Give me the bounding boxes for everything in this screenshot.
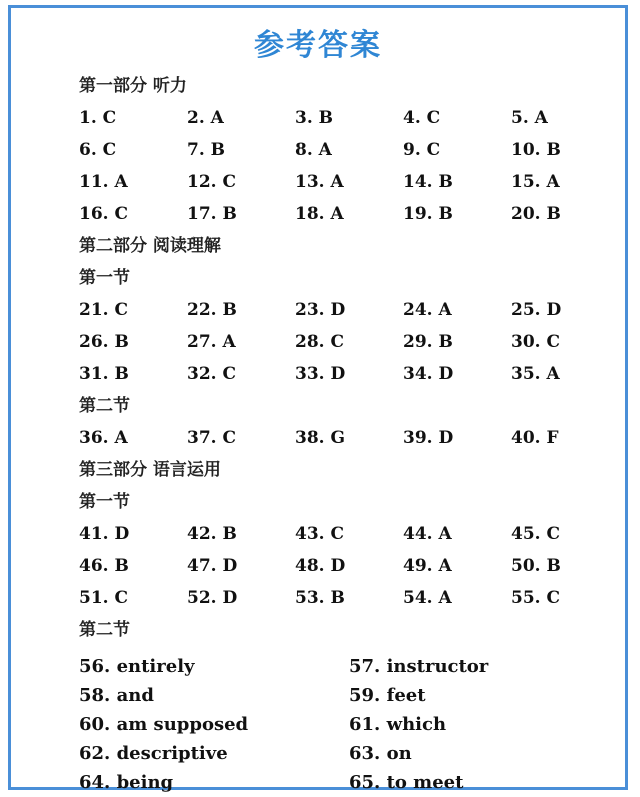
answer-row (79, 652, 619, 681)
answer-item: 31. B (79, 364, 129, 384)
answer-item: 51. C (79, 588, 129, 608)
page-title: 参考答案 (254, 28, 382, 63)
section-heading-language: 第三部分 语言运用 (79, 460, 221, 480)
answer-row (79, 710, 619, 739)
answer-content (79, 70, 619, 797)
answer-item: 50. B (511, 556, 561, 576)
subsection-heading-reading-2: 第二节 (79, 396, 130, 416)
answer-item: 43. C (295, 524, 345, 544)
answer-key-frame (8, 5, 628, 793)
answer-item: 34. D (403, 364, 454, 384)
answer-row (79, 198, 619, 230)
answer-item: 63. on (349, 743, 412, 764)
answer-item: 26. B (79, 332, 129, 352)
answer-item: 19. B (403, 204, 453, 224)
answer-item: 40. F (511, 428, 559, 448)
answer-item: 52. D (187, 588, 238, 608)
answer-item: 65. to meet (349, 772, 464, 793)
answer-row (79, 518, 619, 550)
answer-item: 59. feet (349, 685, 426, 706)
answer-item: 53. B (295, 588, 345, 608)
answer-item: 38. G (295, 428, 346, 448)
answer-item: 8. A (295, 140, 332, 160)
answer-item: 3. B (295, 108, 334, 128)
subsection-heading-language-1: 第一节 (79, 492, 130, 512)
answer-item: 11. A (79, 172, 128, 192)
answer-item: 4. C (403, 108, 441, 128)
answer-item: 23. D (295, 300, 346, 320)
section-heading-reading: 第二部分 阅读理解 (79, 236, 221, 256)
answer-row (79, 166, 619, 198)
language-section1-answers (79, 518, 619, 614)
answer-item: 61. which (349, 714, 447, 735)
answer-item: 37. C (187, 428, 237, 448)
answer-item: 29. B (403, 332, 453, 352)
answer-item: 47. D (187, 556, 238, 576)
answer-item: 13. A (295, 172, 344, 192)
answer-item: 15. A (511, 172, 560, 192)
answer-item: 35. A (511, 364, 560, 384)
answer-item: 42. B (187, 524, 237, 544)
answer-item: 27. A (187, 332, 236, 352)
answer-item: 36. A (79, 428, 128, 448)
answer-item: 21. C (79, 300, 129, 320)
answer-row (79, 681, 619, 710)
answer-item: 41. D (79, 524, 130, 544)
answer-item: 20. B (511, 204, 561, 224)
answer-row (79, 582, 619, 614)
answer-item: 12. C (187, 172, 237, 192)
answer-row (79, 550, 619, 582)
answer-item: 56. entirely (79, 656, 195, 677)
answer-item: 2. A (187, 108, 224, 128)
answer-item: 58. and (79, 685, 154, 706)
answer-item: 45. C (511, 524, 561, 544)
reading-section1-answers (79, 294, 619, 390)
answer-item: 46. B (79, 556, 129, 576)
answer-item: 16. C (79, 204, 129, 224)
language-section2-answers (79, 652, 619, 797)
answer-item: 49. A (403, 556, 452, 576)
answer-row (79, 102, 619, 134)
subsection-heading-language-2: 第二节 (79, 620, 130, 640)
answer-row (79, 326, 619, 358)
answer-item: 30. C (511, 332, 561, 352)
answer-item: 18. A (295, 204, 344, 224)
answer-item: 54. A (403, 588, 452, 608)
answer-row (79, 134, 619, 166)
answer-item: 7. B (187, 140, 226, 160)
answer-item: 17. B (187, 204, 237, 224)
answer-item: 57. instructor (349, 656, 489, 677)
answer-item: 10. B (511, 140, 561, 160)
answer-item: 9. C (403, 140, 441, 160)
answer-item: 25. D (511, 300, 562, 320)
answer-item: 6. C (79, 140, 117, 160)
answer-row (79, 422, 619, 454)
answer-item: 28. C (295, 332, 345, 352)
answer-item: 14. B (403, 172, 453, 192)
section-heading-listening: 第一部分 听力 (79, 76, 187, 96)
answer-item: 22. B (187, 300, 237, 320)
subsection-heading-reading-1: 第一节 (79, 268, 130, 288)
answer-item: 24. A (403, 300, 452, 320)
answer-item: 5. A (511, 108, 548, 128)
reading-section2-answers (79, 422, 619, 454)
answer-item: 33. D (295, 364, 346, 384)
answer-item: 55. C (511, 588, 561, 608)
listening-answers (79, 102, 619, 230)
answer-item: 32. C (187, 364, 237, 384)
answer-item: 44. A (403, 524, 452, 544)
answer-item: 39. D (403, 428, 454, 448)
answer-item: 1. C (79, 108, 117, 128)
answer-row (79, 739, 619, 768)
answer-row (79, 358, 619, 390)
answer-row (79, 294, 619, 326)
answer-item: 60. am supposed (79, 714, 249, 735)
answer-item: 64. being (79, 772, 174, 793)
answer-item: 62. descriptive (79, 743, 228, 764)
answer-row (79, 768, 619, 797)
answer-item: 48. D (295, 556, 346, 576)
